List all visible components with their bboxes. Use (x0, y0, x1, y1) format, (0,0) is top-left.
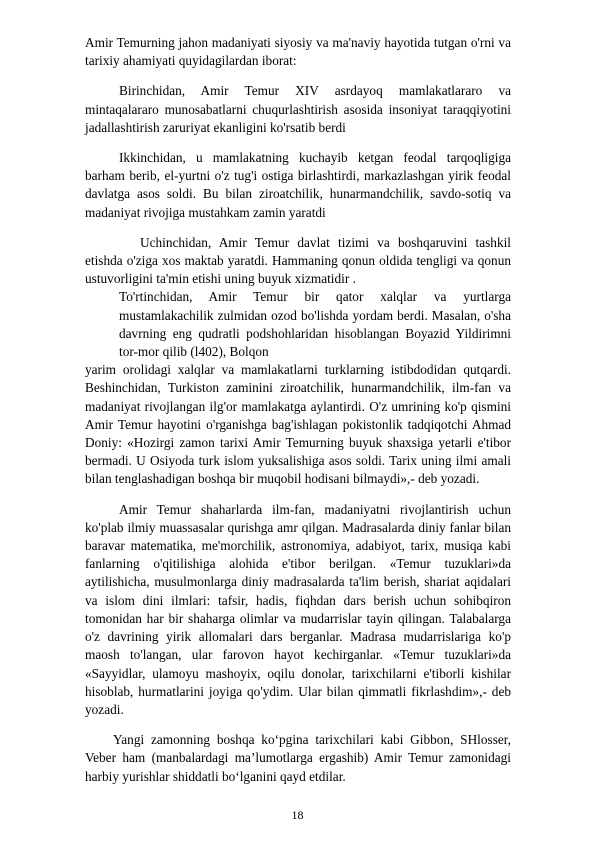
paragraph-first: Birinchidan, Amir Temur XIV asrdayoq mamlakatlararo va mintaqalararo munosabatlarni chuqurlashtirish asosida insoniyat taraqqiyotini jadallashtirish zaruriyat ekanligini ko'rsatib berdi (85, 83, 511, 135)
paragraph-historians: Yangi zamonning boshqa ko‘pgina tarixchilari kabi Gibbon, SHlosser, Veber ham (manbalardagi ma’lumotlarga ergashib) Amir Temur zamonidagi harbiy yurishlar shiddatli bo‘lganini qayd etdilar. (85, 732, 511, 784)
paragraph-madrasas: Amir Temur shaharlarda ilm-fan, madaniyatni rivojlantirish uchun ko'plab ilmiy muassasalar qurishga amr qilgan. Madrasalarda diniy fanlar bilan baravar matematika, me'morchilik, astronomiya, adabiyot, tarix, musiqa kabi fanlarning o'qitilishiga alohida e'tibor berilgan. «Temur tuzuklari»da aytilishicha, musulmonlarga diniy madrasalarda ta'lim berish, shariat aqidalari va islom dini ilmlari: tafsir, hadis, fiqhdan dars berish uchun sohibqiron tomonidan har bir shaharga olimlar va mudarrislar tayin qilingan. Talabalarga o'z davrining yirik allomalari dars berganlar. Madrasa mudarrislariga ko'p maosh to'langan, ular farovon hayot kechirganlar. «Temur tuzuklari»da «Sayyidlar, ulamoyu mashoyix, oqilu donolar, tarixchilarni e'tiborli kishilar hisoblab, hurmatlarini joyiga qo'ydim. Ular bilan qimmatli fikrlashdim»,- deb yozadi. (85, 501, 511, 717)
paragraph-fifth: yarim orolidagi xalqlar va mamlakatlarni turklarning istibdodidan qutqardi. Beshinchidan, Turkiston zaminini ziroatchilik, hunarmandchilik, ilm-fan va madaniyat rivojlangan ilg'or mamlakatga aylantirdi. O'z umrining ko'p qismini Amir Temur hayotini o'rganishga bag'ishlagan pokistonlik tadqiqotchi Ahmad Doniy: «Hozirgi zamon tarixi Amir Temurning buyuk shaxsiga yetarli e'tibor bermadi. U Osiyoda turk islom yuksalishiga asos soldi. Tarix uning ilmi amali bilan tenglashadigan boshqa bir muqobil hodisani bilmaydi»,- deb yozadi. (85, 362, 511, 487)
paragraph-second: Ikkinchidan, u mamlakatning kuchayib ketgan feodal tarqoqligiga barham berib, el-yurtni o'z tug'i ostiga birlashtirdi, markazlashgan yirik feodal davlatga asos soldi. Bu bilan ziroatchilik, hunarmandchilik, savdo-sotiq va madaniyat rivojiga mustahkam zamin yaratdi (85, 150, 511, 220)
paragraph-third: Uchinchidan, Amir Temur davlat tizimi va boshqaruvini tashkil etishda o'ziga xos maktab yaratdi. Hammaning qonun oldida tengligi va qonun ustuvorligini ta'min etishi uning buyuk xizmatidir . (85, 234, 511, 287)
paragraph-fourth: To'rtinchidan, Amir Temur bir qator xalqlar va yurtlarga mustamlakachilik zulmidan ozod bo'lishda yordam berdi. Masalan, o'sha davrning eng qudratli podshohlaridan hisoblangan Boyazid Yildirimni tor-mor qilib (l402), Bolqon (119, 289, 511, 360)
page-number: 18 (291, 808, 304, 822)
document-page (85, 34, 511, 786)
paragraph-intro: Amir Temurning jahon madaniyati siyosiy va ma'naviy hayotida tutgan o'rni va tarixiy ahamiyati quyidagilardan iborat: (85, 35, 511, 69)
